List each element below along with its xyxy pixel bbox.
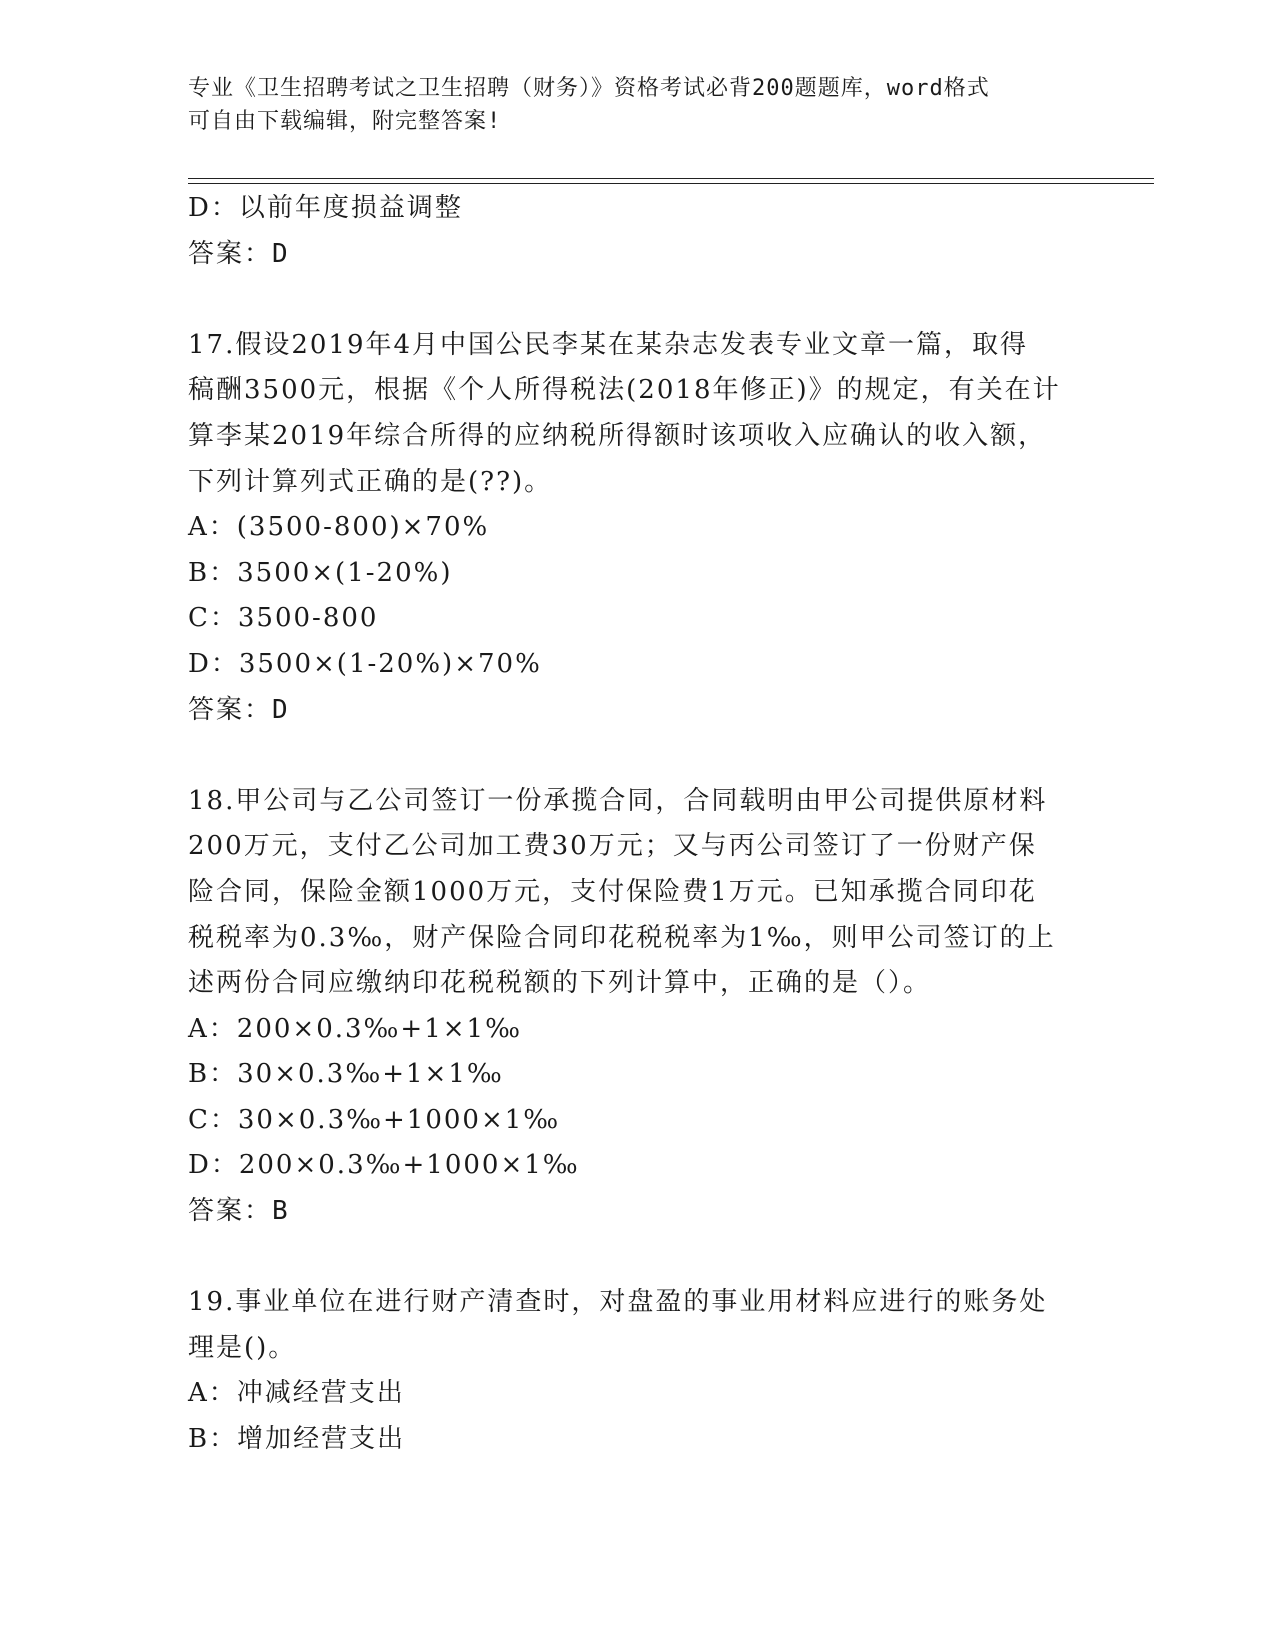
- question-19: [188, 1280, 1088, 1462]
- q19-stem-line: 理是()。: [188, 1332, 297, 1363]
- question-18: [188, 779, 1088, 1235]
- spacer: [188, 733, 1088, 779]
- q18-option-c: C：30×0.3‰+1000×1‰: [188, 1104, 561, 1135]
- header-title-line-1: 专业《卫生招聘考试之卫生招聘（财务）》资格考试必背200题题库，word格式: [188, 76, 990, 101]
- q17-option-c: C：3500-800: [188, 603, 379, 634]
- q17-option-a: A：(3500-800)×70%: [188, 512, 490, 543]
- q18-option-a: A：200×0.3‰+1×1‰: [188, 1013, 522, 1044]
- q18-stem-line: 18.甲公司与乙公司签订一份承揽合同，合同载明由甲公司提供原材料: [188, 785, 1048, 816]
- spacer: [188, 277, 1088, 323]
- header-title-line-2: 可自由下载编辑，附完整答案!: [188, 109, 502, 134]
- question-content: [188, 186, 1088, 1463]
- spacer: [188, 1235, 1088, 1281]
- q18-option-b: B：30×0.3‰+1×1‰: [188, 1059, 504, 1090]
- q17-option-b: B：3500×(1-20%): [188, 557, 453, 588]
- q18-answer: 答案：B: [188, 1196, 290, 1227]
- q17-stem-line: 下列计算列式正确的是(??)。: [188, 466, 553, 497]
- q18-stem-line: 述两份合同应缴纳印花税税额的下列计算中，正确的是（）。: [188, 968, 932, 999]
- document-header: [188, 72, 1068, 138]
- header-divider-top: [188, 178, 1154, 179]
- q19-stem-line: 19.事业单位在进行财产清查时，对盘盈的事业用材料应进行的账务处: [188, 1287, 1048, 1318]
- q17-answer: 答案：D: [188, 694, 290, 725]
- q17-stem-line: 17.假设2019年4月中国公民李某在某杂志发表专业文章一篇，取得: [188, 329, 1029, 360]
- q19-option-a: A：冲减经营支出: [188, 1378, 405, 1409]
- q16-option-d: D：以前年度损益调整: [188, 193, 463, 223]
- header-divider-bottom: [188, 183, 1154, 184]
- q18-stem-line: 200万元，支付乙公司加工费30万元；又与丙公司签订了一份财产保: [188, 831, 1037, 862]
- q17-option-d: D：3500×(1-20%)×70%: [188, 648, 542, 679]
- q19-option-b: B：增加经营支出: [188, 1424, 406, 1455]
- q16-answer: 答案：D: [188, 238, 290, 269]
- q17-stem-line: 稿酬3500元，根据《个人所得税法(2018年修正)》的规定，有关在计: [188, 375, 1061, 406]
- q17-stem-line: 算李某2019年综合所得的应纳税所得额时该项收入应确认的收入额，: [188, 420, 1047, 451]
- question-17: [188, 323, 1088, 733]
- q18-stem-line: 险合同，保险金额1000万元，支付保险费1万元。已知承揽合同印花: [188, 876, 1037, 907]
- q18-stem-line: 税税率为0.3‰，财产保险合同印花税税率为1‰，则甲公司签订的上: [188, 922, 1056, 953]
- q18-option-d: D：200×0.3‰+1000×1‰: [188, 1150, 580, 1181]
